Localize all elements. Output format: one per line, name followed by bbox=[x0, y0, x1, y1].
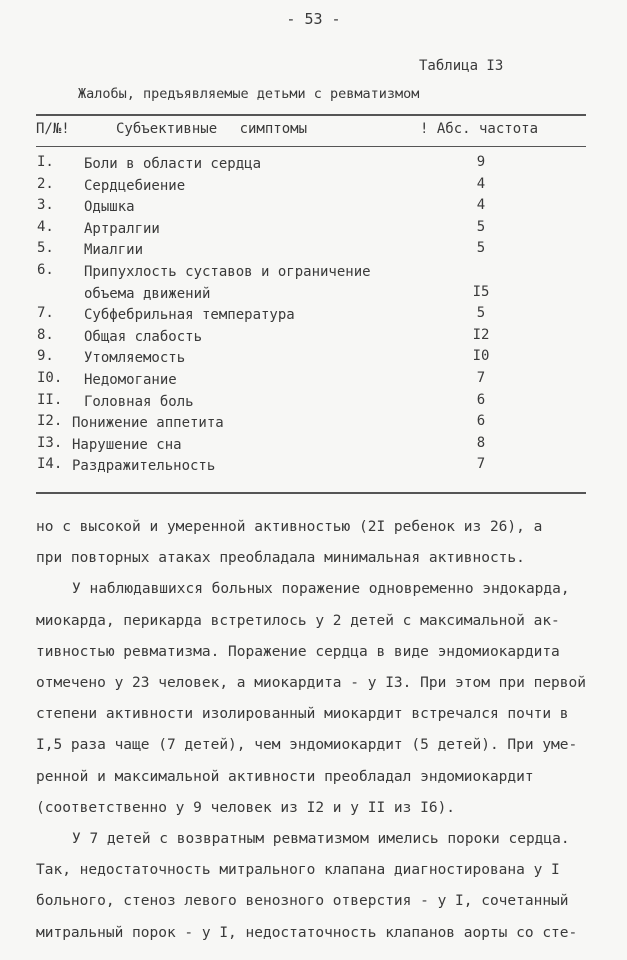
row-frequency: I0 bbox=[472, 348, 490, 365]
paragraph bbox=[36, 574, 592, 824]
table-header-rule bbox=[36, 146, 586, 147]
row-frequency: 7 bbox=[476, 456, 486, 473]
text-line: тивностью ревматизма. Поражение сердца в виде эндомиокардита bbox=[36, 643, 560, 660]
row-frequency: 5 bbox=[476, 240, 486, 257]
row-number: II. bbox=[37, 391, 63, 408]
row-number: I3. bbox=[37, 434, 63, 451]
table-label: Таблица I3 bbox=[419, 58, 504, 74]
row-symptom: Нарушение сна bbox=[72, 436, 182, 453]
row-symptom: Миалгии bbox=[84, 242, 144, 259]
table-row bbox=[0, 456, 627, 478]
text-line: I,5 раза чаще (7 детей), чем эндомиокардит (5 детей). При уме- bbox=[36, 737, 578, 754]
row-number: I. bbox=[37, 154, 54, 170]
table-row bbox=[0, 413, 627, 435]
row-frequency: 5 bbox=[476, 305, 486, 322]
table-top-rule bbox=[36, 114, 586, 116]
table-row bbox=[0, 240, 627, 262]
row-frequency: 6 bbox=[476, 391, 486, 408]
table-row bbox=[0, 154, 627, 176]
row-symptom: Боли в области сердца bbox=[84, 156, 262, 172]
row-frequency: 6 bbox=[476, 413, 486, 430]
text-line: но с высокой и умеренной активностью (2I ребенок из 26), а bbox=[36, 519, 543, 535]
text-line: отмечено у 23 человек, а миокардита - у I3. При этом при первой bbox=[36, 675, 586, 692]
row-number: 2. bbox=[37, 175, 54, 192]
row-symptom: Понижение аппетита bbox=[72, 415, 224, 432]
row-number: 4. bbox=[37, 218, 54, 235]
row-frequency: I5 bbox=[472, 283, 490, 300]
row-number: I0. bbox=[37, 369, 63, 386]
table-body bbox=[0, 154, 627, 478]
row-frequency: 4 bbox=[476, 175, 486, 192]
text-line: больного, стеноз левого венозного отверстия - у I, сочетанный bbox=[36, 893, 569, 910]
text-line: при повторных атаках преобладала минимальная активность. bbox=[36, 550, 525, 567]
row-symptom: Субфебрильная температура bbox=[84, 307, 295, 324]
row-symptom: Артралгии bbox=[84, 220, 160, 237]
row-symptom: Головная боль bbox=[84, 393, 194, 410]
row-frequency: 9 bbox=[476, 154, 486, 170]
row-number: 7. bbox=[37, 305, 54, 322]
table-row bbox=[0, 305, 627, 327]
row-symptom-line: объема движений bbox=[84, 285, 211, 302]
table-row bbox=[0, 197, 627, 219]
header-number: П/№! bbox=[36, 121, 70, 137]
text-line: (соответственно у 9 человек из I2 и у II из I6). bbox=[36, 799, 456, 816]
row-number: 3. bbox=[37, 197, 54, 214]
row-symptom-line: Припухлость суставов и ограничение bbox=[84, 263, 371, 280]
row-symptom: Одышка bbox=[84, 199, 135, 216]
row-frequency: 7 bbox=[476, 369, 486, 386]
row-number: 9. bbox=[37, 348, 54, 365]
text-line: Так, недостаточность митрального клапана диагностирована у I bbox=[36, 862, 560, 879]
row-number: 5. bbox=[37, 240, 54, 257]
text-line: миокарда, перикарда встретилось у 2 детей с максимальной ак- bbox=[36, 612, 560, 629]
text-line: митральный порок - у I, недостаточность клапанов аорты со сте- bbox=[36, 924, 578, 941]
row-symptom: Сердцебиение bbox=[84, 177, 186, 194]
table-row bbox=[0, 348, 627, 370]
table-row bbox=[0, 176, 627, 198]
table-row bbox=[0, 370, 627, 392]
paragraph bbox=[36, 512, 592, 574]
table-caption: Жалобы, предъявляемые детьми с ревматизмом bbox=[78, 86, 420, 102]
page-number: - 53 - bbox=[286, 10, 341, 28]
table-row bbox=[0, 262, 627, 305]
row-frequency: 5 bbox=[476, 218, 486, 235]
row-frequency: I2 bbox=[472, 326, 490, 343]
body-text bbox=[36, 512, 592, 949]
row-symptom: Раздражительность bbox=[72, 458, 216, 475]
row-symptom: Общая слабость bbox=[84, 328, 203, 345]
table-row bbox=[0, 392, 627, 414]
text-line: степени активности изолированный миокардит встречался почти в bbox=[36, 706, 569, 723]
paragraph bbox=[36, 824, 592, 949]
row-number: I2. bbox=[37, 413, 63, 430]
row-number: I4. bbox=[37, 456, 63, 473]
table-row bbox=[0, 435, 627, 457]
row-symptom: Утомляемость bbox=[84, 350, 186, 367]
table-row bbox=[0, 327, 627, 349]
header-symptoms: Субъективные симптомы bbox=[116, 121, 308, 137]
row-number: 6. bbox=[37, 261, 54, 278]
table-bottom-rule bbox=[36, 492, 586, 494]
row-symptom: Недомогание bbox=[84, 371, 177, 388]
row-symptom bbox=[84, 262, 414, 305]
header-frequency: ! Абс. частота bbox=[420, 121, 539, 137]
table-row bbox=[0, 219, 627, 241]
row-frequency: 4 bbox=[476, 197, 486, 214]
row-frequency: 8 bbox=[476, 434, 486, 451]
row-number: 8. bbox=[37, 326, 54, 343]
text-line: У наблюдавшихся больных поражение одновременно эндокарда, bbox=[72, 581, 570, 598]
text-line: У 7 детей с возвратным ревматизмом имелись пороки сердца. bbox=[72, 831, 570, 848]
text-line: ренной и максимальной активности преобладал эндомиокардит bbox=[36, 768, 534, 785]
